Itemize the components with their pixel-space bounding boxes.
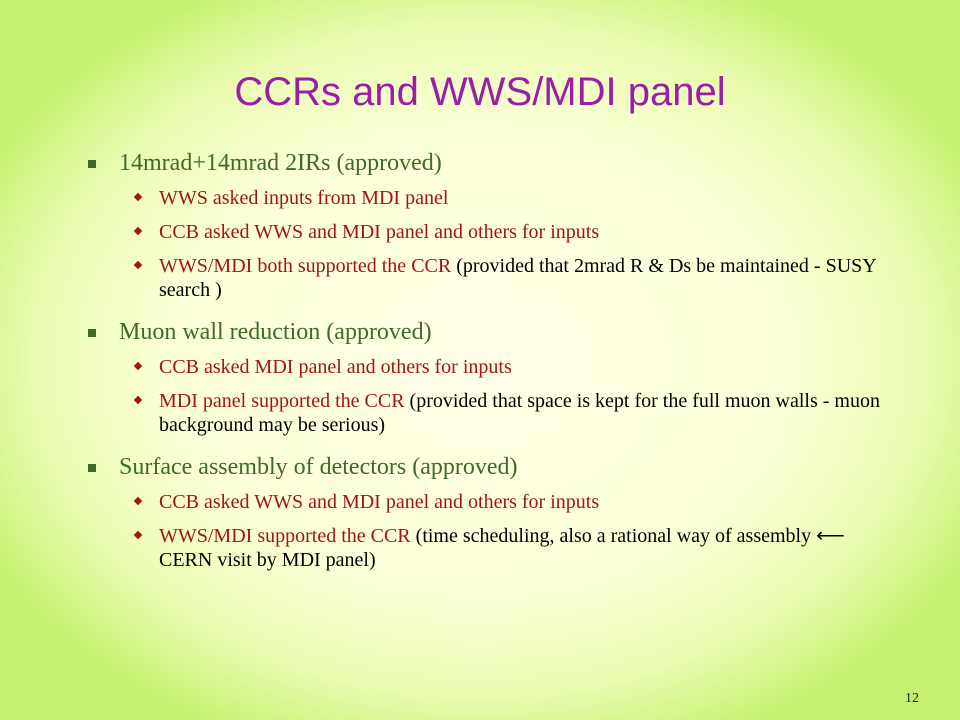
- sub-bullet-rest: (provided that space is kept for the full muon walls - muon background may be serious): [159, 390, 880, 436]
- diamond-bullet-icon: [134, 261, 142, 269]
- bullet-item-muon-wall: [88, 317, 888, 437]
- sub-bullet-item: [88, 355, 888, 379]
- sub-bullet-lead: WWS/MDI both supported the CCR: [159, 255, 452, 277]
- diamond-bullet-icon: [134, 362, 142, 370]
- bullet-level1: [88, 317, 888, 347]
- sub-bullet-lead: WWS/MDI supported the CCR: [159, 525, 411, 547]
- page-number: 12: [905, 691, 919, 706]
- bullet-text: Surface assembly of detectors (approved): [119, 454, 518, 480]
- diamond-bullet-icon: [134, 227, 142, 235]
- diamond-bullet-icon: [134, 497, 142, 505]
- sub-bullet-item: [88, 524, 888, 572]
- bullet-text: Muon wall reduction (approved): [119, 319, 432, 345]
- sub-bullet-rest: (time scheduling, also a rational way of assembly ⟵ CERN visit by MDI panel): [159, 525, 845, 571]
- square-bullet-icon: [88, 329, 96, 337]
- slide-title: CCRs and WWS/MDI panel: [234, 70, 726, 114]
- sub-bullet-list: [88, 490, 888, 572]
- diamond-bullet-icon: [134, 396, 142, 404]
- sub-bullet-lead: CCB asked WWS and MDI panel and others for inputs: [159, 221, 600, 243]
- bullet-level1: [88, 452, 888, 482]
- bullet-text: 14mrad+14mrad 2IRs (approved): [119, 150, 442, 176]
- sub-bullet-list: [88, 186, 888, 302]
- sub-bullet-lead: CCB asked MDI panel and others for inputs: [159, 356, 512, 378]
- sub-bullet-lead: CCB asked WWS and MDI panel and others for inputs: [159, 491, 600, 513]
- bullet-item-2irs: [88, 148, 888, 302]
- sub-bullet-rest: (provided that 2mrad R & Ds be maintained - SUSY search ): [159, 255, 876, 301]
- square-bullet-icon: [88, 464, 96, 472]
- sub-bullet-lead: WWS asked inputs from MDI panel: [159, 187, 449, 209]
- sub-bullet-item: [88, 254, 888, 302]
- diamond-bullet-icon: [134, 193, 142, 201]
- sub-bullet-item: [88, 186, 888, 210]
- bullet-list: [88, 148, 888, 587]
- sub-bullet-lead: MDI panel supported the CCR: [159, 390, 405, 412]
- diamond-bullet-icon: [134, 531, 142, 539]
- bullet-item-surface-assembly: [88, 452, 888, 572]
- bullet-level1: [88, 148, 888, 178]
- sub-bullet-list: [88, 355, 888, 437]
- sub-bullet-item: [88, 490, 888, 514]
- square-bullet-icon: [88, 160, 96, 168]
- sub-bullet-item: [88, 389, 888, 437]
- sub-bullet-item: [88, 220, 888, 244]
